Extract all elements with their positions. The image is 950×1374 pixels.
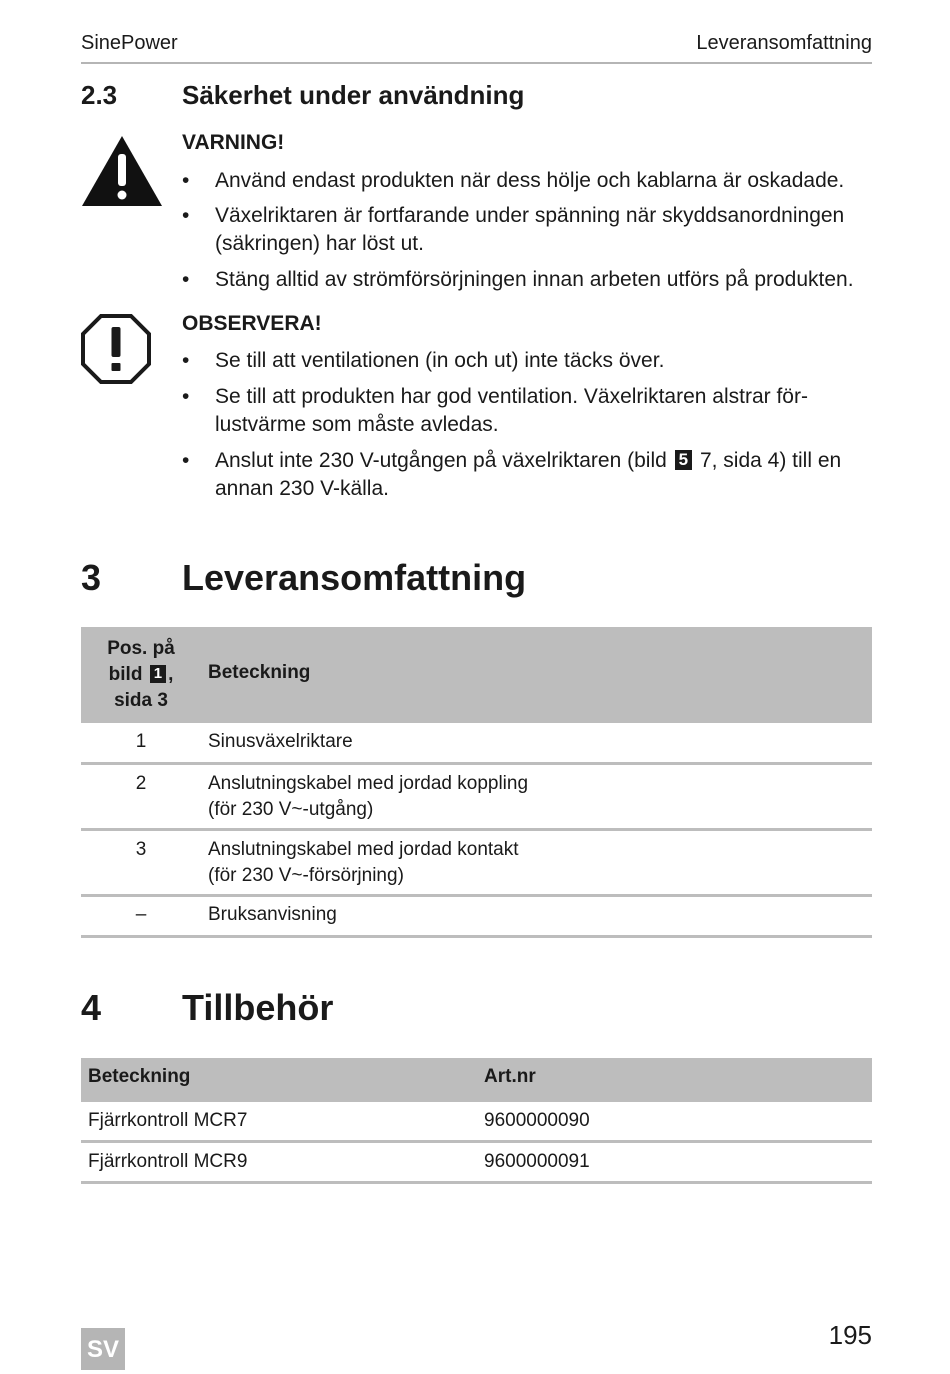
bullet-dot: • <box>182 204 190 227</box>
header-chapter: Leveransomfattning <box>696 32 872 54</box>
section-3-number: 3 <box>81 557 102 598</box>
section-2-3-number: 2.3 <box>81 80 118 110</box>
bullet-dot: • <box>182 268 190 291</box>
warning-item: • Stäng alltid av strömförsörjningen innan arbeten utförs på produkten. <box>182 266 872 294</box>
language-badge: SV <box>81 1328 125 1370</box>
notice-title: OBSERVERA! <box>182 312 322 335</box>
table-row: Fjärrkontroll MCR9 9600000091 <box>81 1143 872 1184</box>
bullet-dot: • <box>182 169 190 192</box>
bullet-dot: • <box>182 449 190 472</box>
warning-title: VARNING! <box>182 131 285 154</box>
warning-item: • Använd endast produkten när dess hölje och kablarna är oskadade. <box>182 167 872 195</box>
notice-octagon-icon <box>80 313 152 385</box>
column-header-article-number: Art.nr <box>484 1066 536 1087</box>
table-row: 1 Sinusväxelriktare <box>81 723 872 765</box>
table-row: Fjärrkontroll MCR7 9600000090 <box>81 1102 872 1143</box>
column-header-designation: Beteckning <box>208 662 311 683</box>
bullet-dot: • <box>182 349 190 372</box>
notice-item: • Anslut inte 230 V-utgången på växelriktaren (bild 5 7, sida 4) till en annan 230 V-källa. <box>182 449 842 500</box>
delivery-table <box>81 627 872 938</box>
figure-reference-badge: 1 <box>150 665 166 683</box>
section-2-3-title: Säkerhet under användning <box>182 80 525 110</box>
warning-item: • Växelriktaren är fortfarande under spänning när skyddsanordningen (säkringen) har löst ut. <box>182 204 845 255</box>
table-row: – Bruksanvisning <box>81 897 872 938</box>
table-header <box>81 627 872 723</box>
notice-item: • Se till att produkten har god ventilation. Växelriktaren alstrar för-lustvärme som måste avledas. <box>182 385 808 436</box>
table-row: 3 Anslutningskabel med jordad kontakt (för 230 V~-försörjning) <box>81 831 872 897</box>
notice-item: • Se till att ventilationen (in och ut) inte täcks över. <box>182 347 872 375</box>
column-header-designation: Beteckning <box>88 1066 191 1087</box>
page-number: 195 <box>828 1320 872 1350</box>
column-header-position: Pos. på bild 1 , sida 3 <box>107 638 175 711</box>
section-4-title: Tillbehör <box>182 987 334 1028</box>
section-4-number: 4 <box>81 987 102 1028</box>
table-row: 2 Anslutningskabel med jordad koppling (för 230 V~-utgång) <box>81 765 872 831</box>
warning-triangle-icon <box>80 134 164 208</box>
page-header <box>81 30 872 64</box>
figure-reference-badge: 5 <box>675 450 692 470</box>
table-header <box>81 1058 872 1102</box>
bullet-dot: • <box>182 385 190 408</box>
header-product: SinePower <box>81 32 178 54</box>
accessories-table <box>81 1058 872 1184</box>
section-3-title: Leveransomfattning <box>182 557 527 598</box>
